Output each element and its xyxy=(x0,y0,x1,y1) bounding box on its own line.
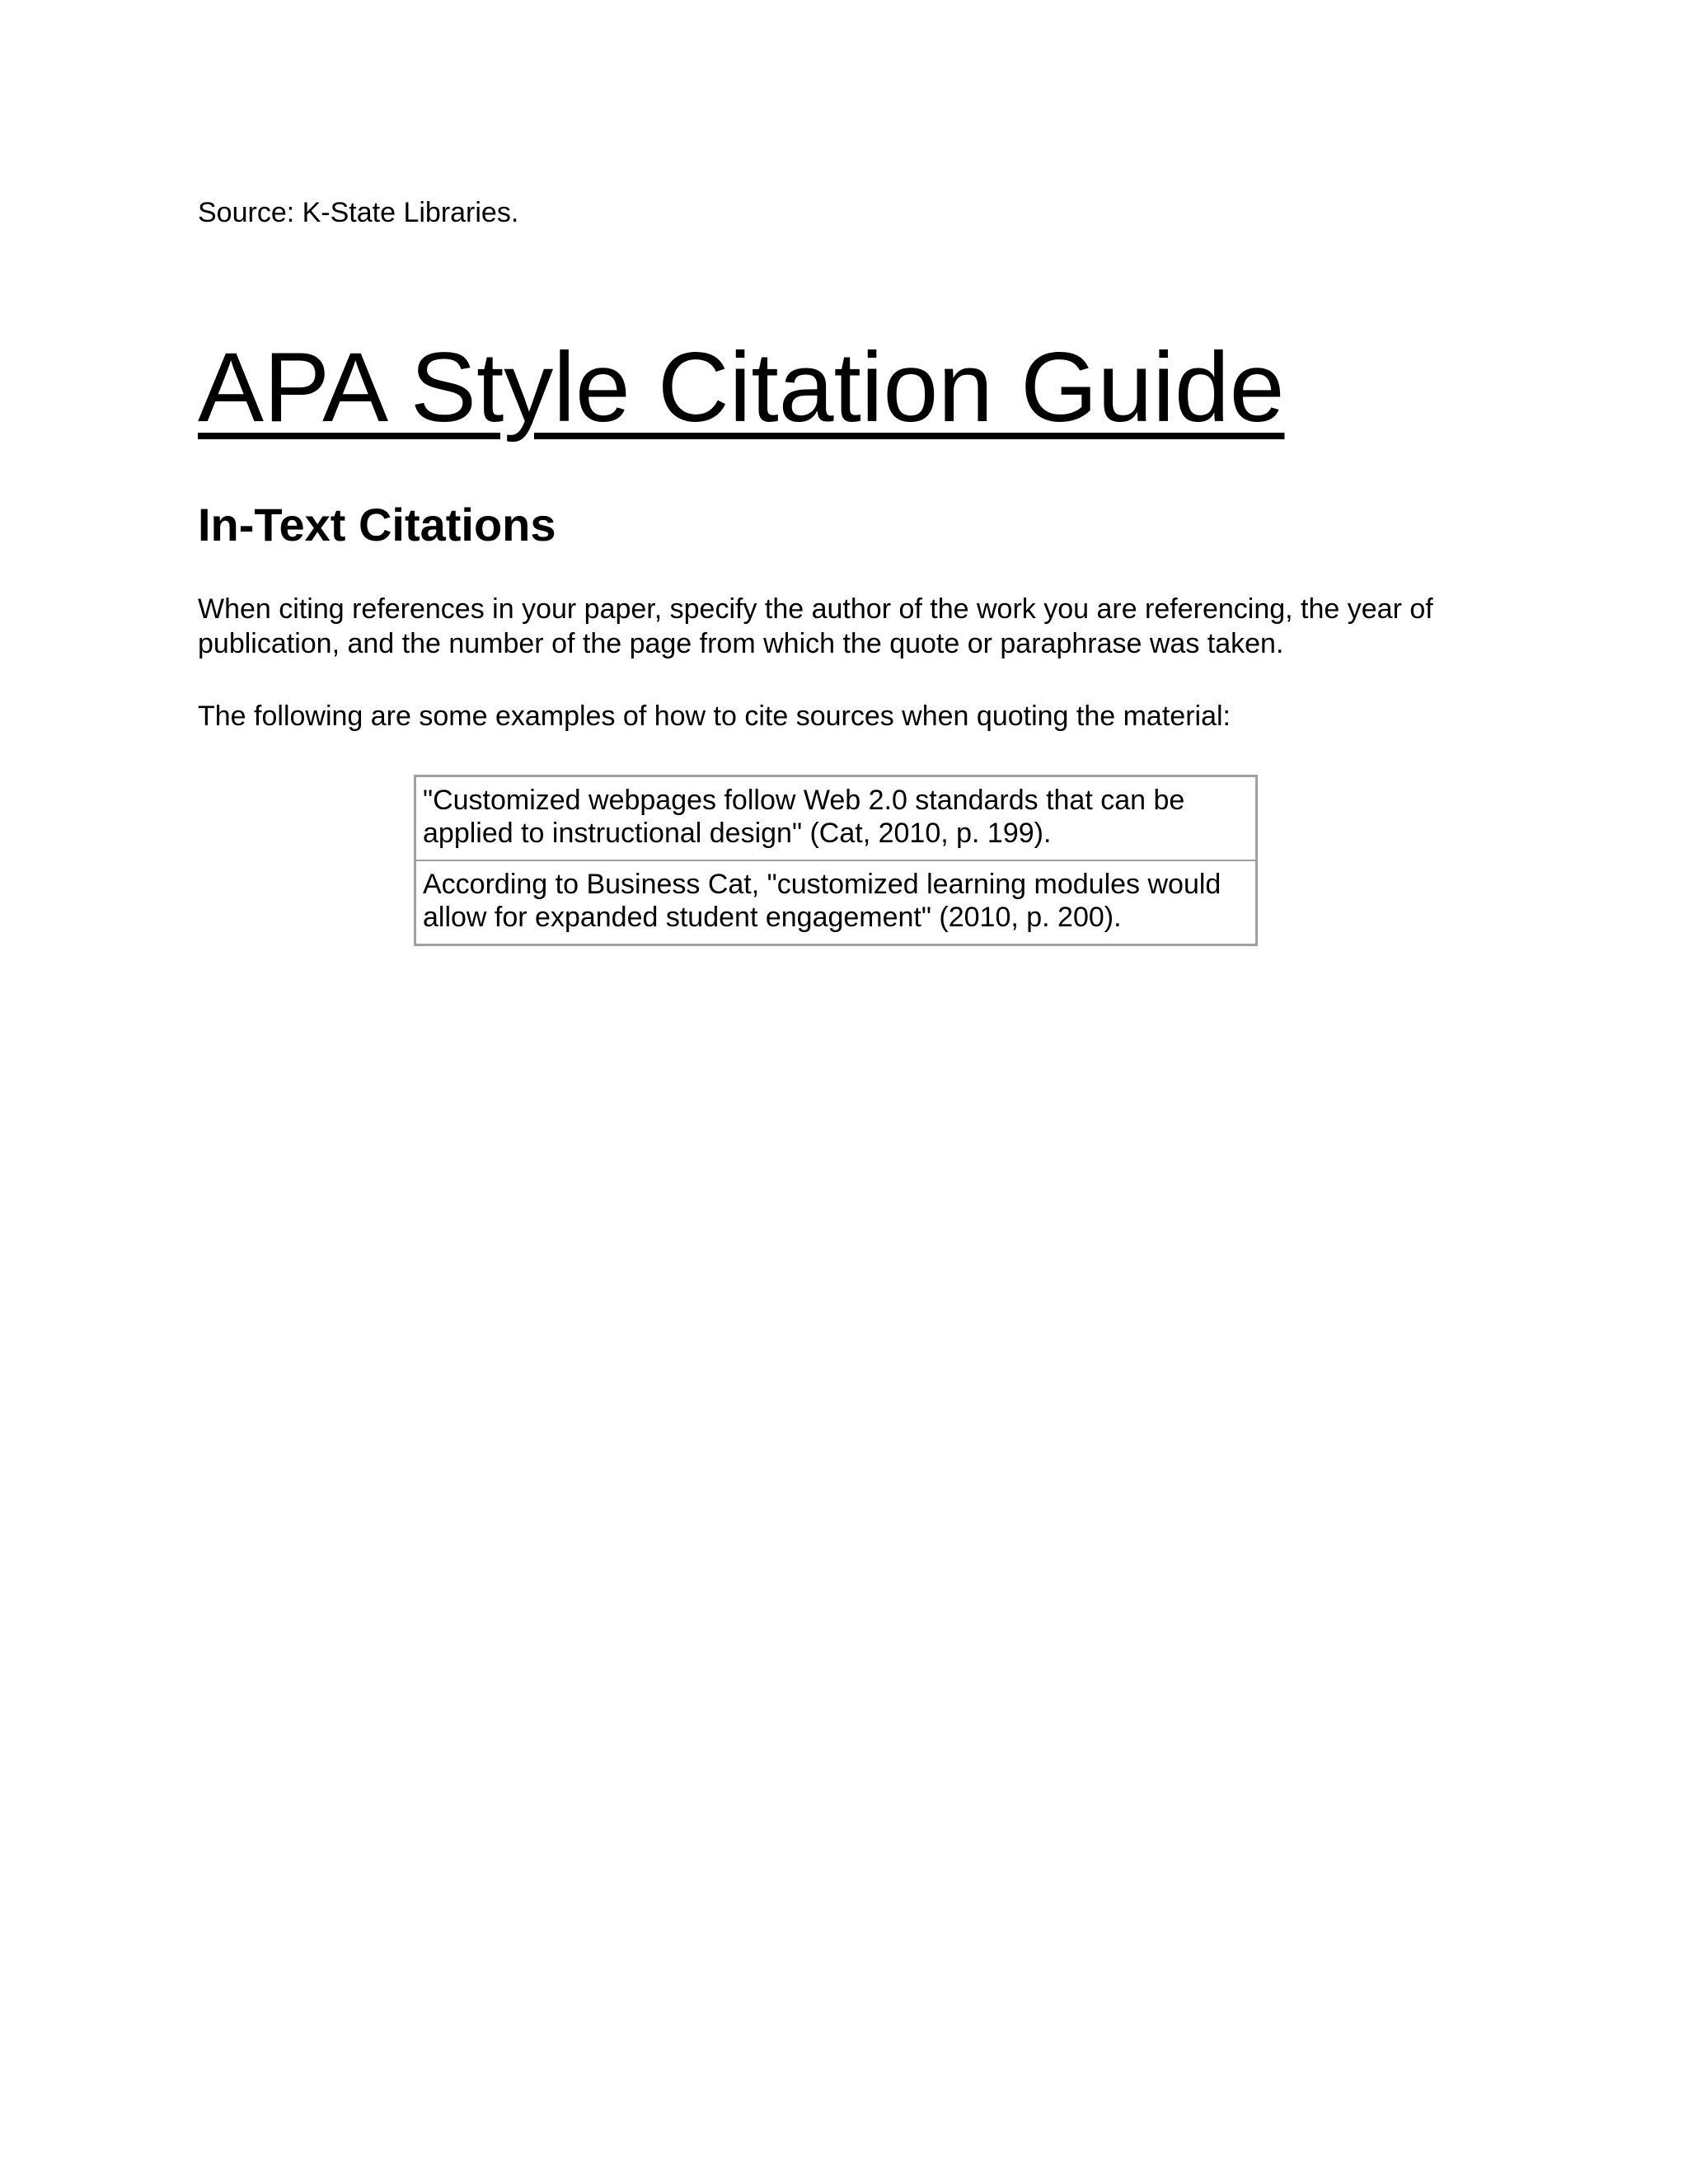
example-cell: According to Business Cat, "customized learning modules would allow for expanded student engagement" (2010, p. 200). xyxy=(415,860,1257,945)
examples-intro-paragraph: The following are some examples of how to cite sources when quoting the material: xyxy=(198,701,1231,732)
page-title: APA Style Citation Guide xyxy=(198,332,1285,443)
source-line: Source: K-State Libraries. xyxy=(198,197,519,228)
table-row xyxy=(415,776,1257,861)
example-cell: "Customized webpages follow Web 2.0 standards that can be applied to instructional design" (Cat, 2010, p. 199). xyxy=(415,776,1257,861)
section-heading: In-Text Citations xyxy=(198,499,556,551)
intro-paragraph: When citing references in your paper, specify the author of the work you are referencing, the year of publication, and the number of the page from which the quote or paraphrase was taken. xyxy=(198,593,1433,659)
citation-examples-table xyxy=(414,775,1258,946)
table-row xyxy=(415,860,1257,945)
